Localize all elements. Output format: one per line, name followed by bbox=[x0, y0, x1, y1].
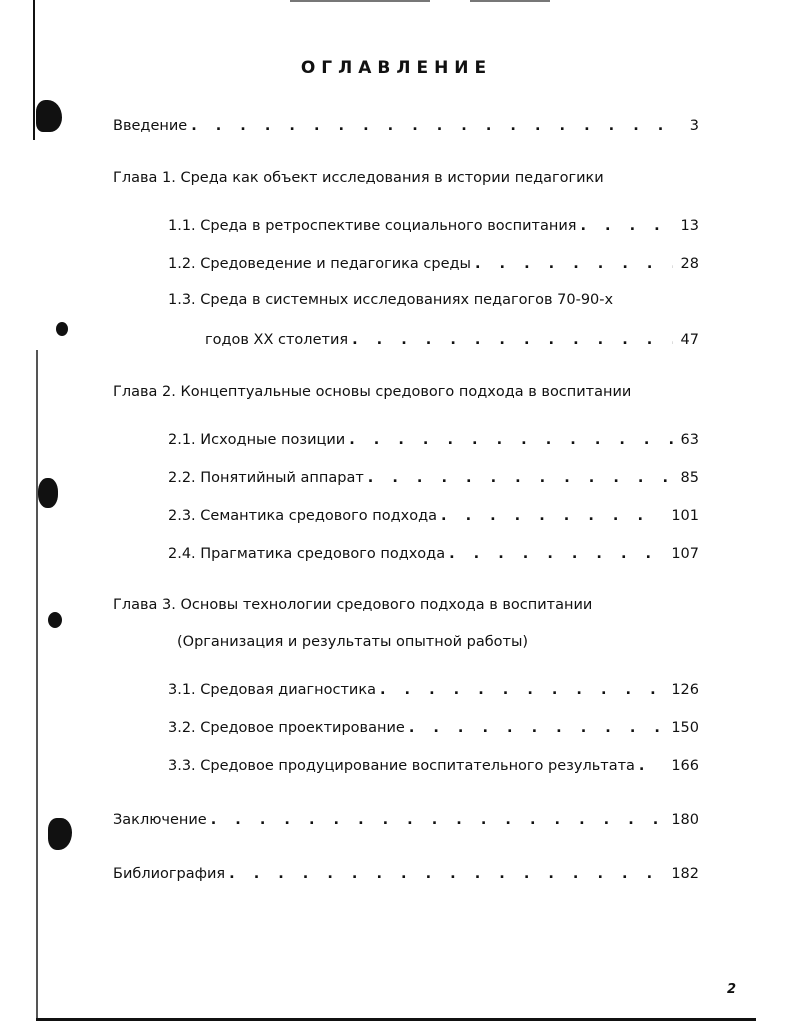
chapter-2-heading: Глава 2. Концептуальные основы средового подхода в воспитании bbox=[113, 384, 632, 400]
scan-blot bbox=[48, 612, 62, 628]
toc-page-number: 107 bbox=[671, 546, 699, 562]
toc-entry-3-2 bbox=[168, 714, 699, 738]
toc-entry-3-1 bbox=[168, 676, 699, 700]
toc-page-number: 166 bbox=[671, 758, 699, 774]
toc-label: 3.1. Средовая диагностика bbox=[168, 682, 376, 698]
scan-blot bbox=[48, 818, 72, 850]
chapter-3-subheading: (Организация и результаты опытной работы) bbox=[177, 634, 529, 650]
toc-page-number: 101 bbox=[671, 508, 699, 524]
scan-bottom-line bbox=[36, 1018, 756, 1021]
leader-dots bbox=[380, 680, 663, 700]
toc-label: годов XX столетия bbox=[205, 332, 349, 348]
toc-entry-2-3 bbox=[168, 502, 699, 526]
toc-label: 2.3. Семантика средового подхода bbox=[168, 508, 438, 524]
toc-entry-bibliography bbox=[113, 860, 699, 884]
leader-dots bbox=[449, 544, 663, 564]
toc-entry-1-2 bbox=[168, 250, 699, 274]
leader-dots bbox=[229, 864, 663, 884]
chapter-3-heading: Глава 3. Основы технологии средового подхода в воспитании bbox=[113, 597, 593, 613]
toc-page-number: 150 bbox=[671, 720, 699, 736]
scan-blot bbox=[38, 478, 58, 508]
toc-label: Введение bbox=[113, 118, 188, 134]
leader-dots bbox=[475, 254, 673, 274]
toc-label: 2.4. Прагматика средового подхода bbox=[168, 546, 446, 562]
chapter-1-heading: Глава 1. Среда как объект исследования в истории педагогики bbox=[113, 170, 604, 186]
toc-label: Библиография bbox=[113, 866, 226, 882]
toc-page-number: 28 bbox=[680, 256, 699, 272]
scan-margin-line-lower bbox=[36, 350, 38, 1020]
leader-dots bbox=[211, 810, 664, 830]
toc-entry-intro bbox=[113, 112, 699, 136]
toc-entry-2-2 bbox=[168, 464, 699, 488]
leader-dots bbox=[580, 216, 672, 236]
toc-page-number: 3 bbox=[689, 118, 699, 134]
toc-page-number: 182 bbox=[671, 866, 699, 882]
leader-dots bbox=[441, 506, 663, 526]
leader-dots bbox=[368, 468, 673, 488]
leader-dots bbox=[352, 330, 672, 350]
toc-page-number: 180 bbox=[671, 812, 699, 828]
leader-dots bbox=[191, 116, 682, 136]
toc-label: Заключение bbox=[113, 812, 207, 828]
toc-label: 3.3. Средовое продуцирование воспитательного результата bbox=[168, 758, 635, 774]
leader-dots bbox=[639, 756, 663, 776]
toc-entry-3-3 bbox=[168, 752, 699, 776]
toc-label: 1.2. Средоведение и педагогика среды bbox=[168, 256, 471, 272]
toc-label: 2.2. Понятийный аппарат bbox=[168, 470, 364, 486]
scan-blot bbox=[56, 322, 68, 336]
scan-blot bbox=[36, 100, 62, 132]
toc-page-number: 85 bbox=[680, 470, 699, 486]
toc-entry-1-1 bbox=[168, 212, 699, 236]
toc-label: 1.1. Среда в ретроспективе социального воспитания bbox=[168, 218, 577, 234]
toc-page-number: 13 bbox=[680, 218, 699, 234]
leader-dots bbox=[349, 430, 672, 450]
toc-page-number: 63 bbox=[680, 432, 699, 448]
toc-entry-conclusion bbox=[113, 806, 699, 830]
toc-entry-2-4 bbox=[168, 540, 699, 564]
toc-label: 2.1. Исходные позиции bbox=[168, 432, 346, 448]
page-number: 2 bbox=[727, 982, 737, 997]
toc-entry-1-3-line1: 1.3. Среда в системных исследованиях педагогов 70-90-х bbox=[168, 292, 614, 308]
toc-page-number: 47 bbox=[680, 332, 699, 348]
scan-top-line bbox=[470, 0, 550, 2]
toc-page-number: 126 bbox=[671, 682, 699, 698]
toc-entry-1-3 bbox=[205, 326, 699, 350]
leader-dots bbox=[409, 718, 664, 738]
toc-entry-2-1 bbox=[168, 426, 699, 450]
toc-label: 3.2. Средовое проектирование bbox=[168, 720, 405, 736]
scan-top-line bbox=[290, 0, 430, 2]
page-title: ОГЛАВЛЕНИЕ bbox=[300, 58, 493, 78]
